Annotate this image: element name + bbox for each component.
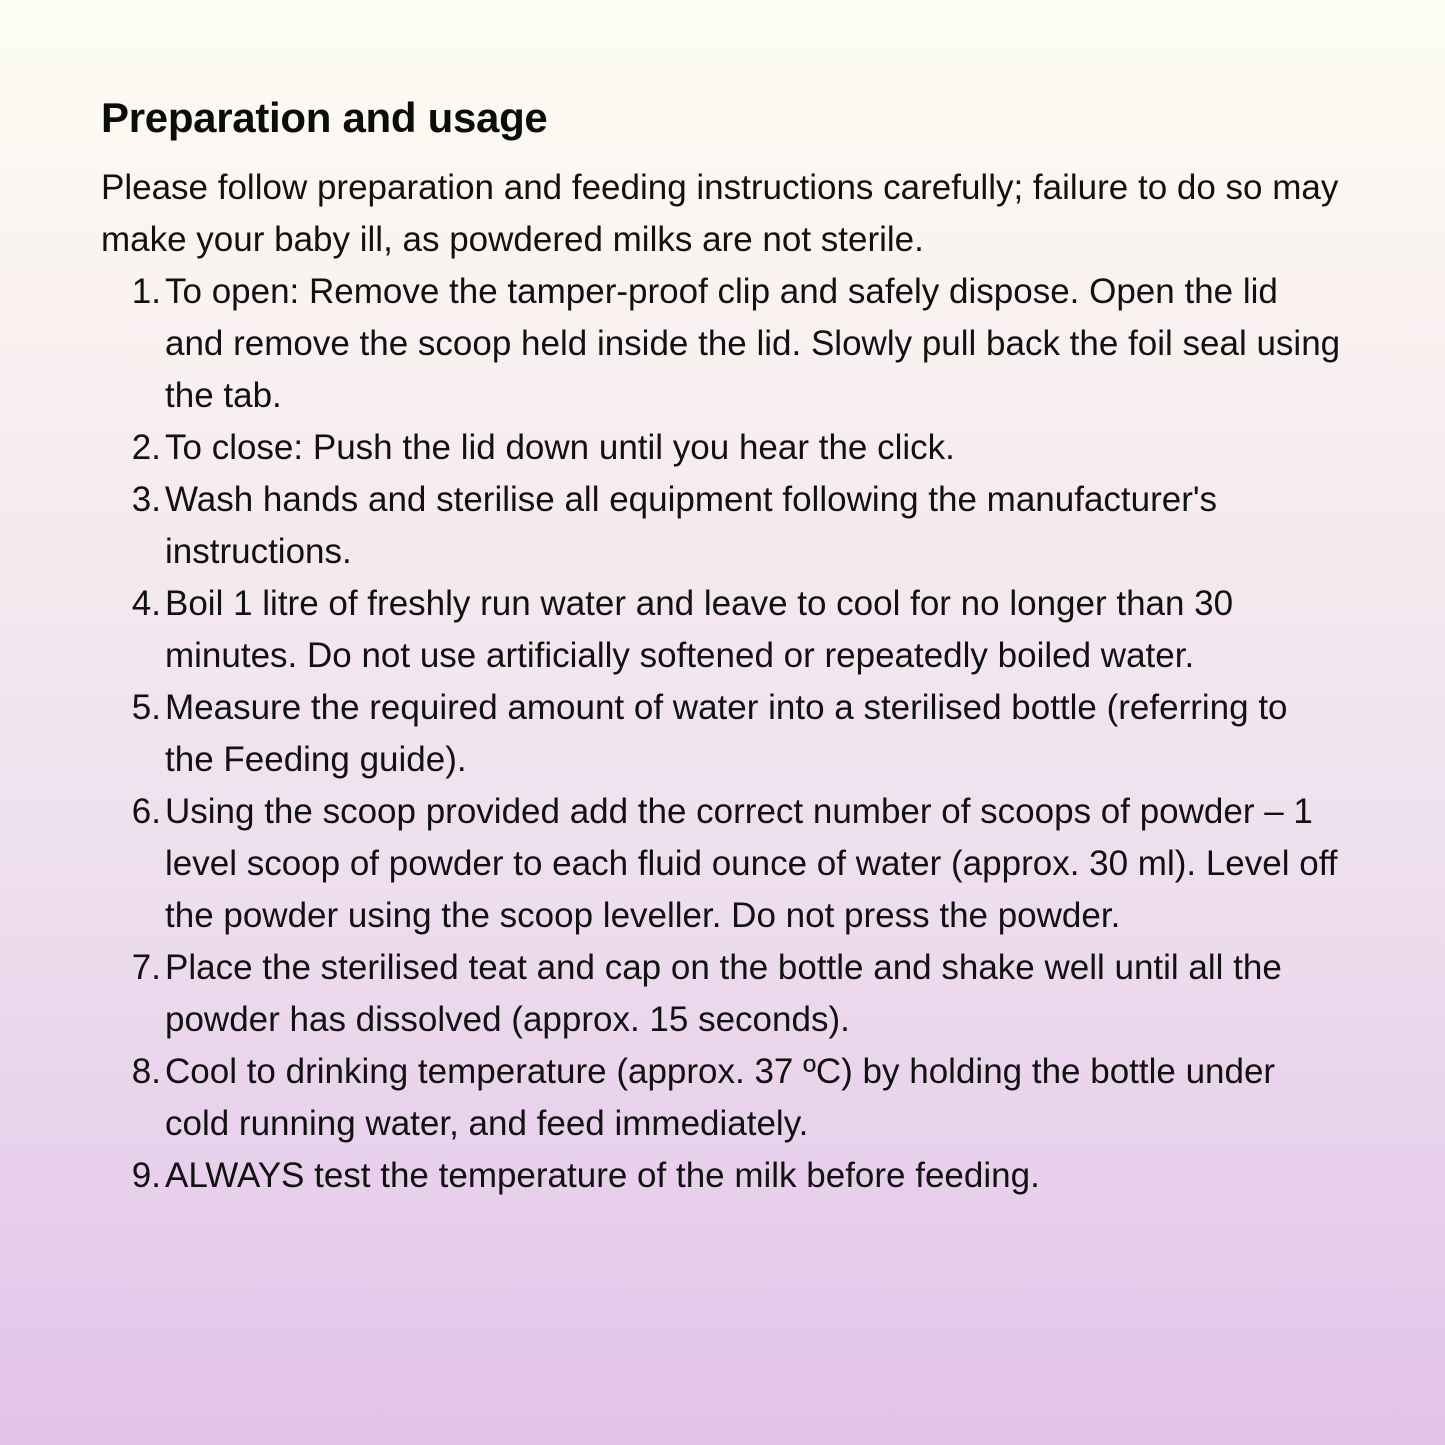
step-text: Using the scoop provided add the correct number of scoops of powder – 1 level scoop of powder to each fluid ounce of water (approx. 30 ml). Level off the powder using the scoop leveller. Do not press the powder. [165, 792, 1338, 935]
step-number: 1. [131, 272, 161, 311]
step-number: 7. [131, 948, 161, 987]
step-text: Place the sterilised teat and cap on the bottle and shake well until all the powder has dissolved (approx. 15 seconds). [165, 948, 1282, 1039]
step-item [101, 266, 1351, 422]
instructions-panel [101, 90, 1351, 1202]
step-item [101, 422, 1351, 474]
step-item [101, 682, 1351, 786]
step-item [101, 1046, 1351, 1150]
steps-list [101, 266, 1351, 1202]
step-text: Wash hands and sterilise all equipment following the manufacturer's instructions. [165, 480, 1218, 571]
step-number: 3. [131, 480, 161, 519]
step-number: 5. [131, 688, 161, 727]
step-number: 4. [131, 584, 161, 623]
step-item [101, 578, 1351, 682]
step-number: 2. [131, 428, 161, 467]
step-number: 9. [131, 1156, 161, 1195]
intro-paragraph: Please follow preparation and feeding instructions carefully; failure to do so may make your baby ill, as powdered milks are not sterile. [101, 168, 1339, 259]
step-number: 8. [131, 1052, 161, 1091]
step-item [101, 942, 1351, 1046]
step-text: ALWAYS test the temperature of the milk before feeding. [165, 1156, 1040, 1195]
step-text: Boil 1 litre of freshly run water and leave to cool for no longer than 30 minutes. Do not use artificially softened or repeatedly boiled water. [165, 584, 1234, 675]
step-number: 6. [131, 792, 161, 831]
step-item [101, 474, 1351, 578]
step-item [101, 1150, 1351, 1202]
step-text: Measure the required amount of water into a sterilised bottle (referring to the Feeding guide). [165, 688, 1288, 779]
step-text: To close: Push the lid down until you hear the click. [165, 428, 955, 467]
page-title: Preparation and usage [101, 94, 548, 141]
step-text: Cool to drinking temperature (approx. 37 ºC) by holding the bottle under cold running water, and feed immediately. [165, 1052, 1276, 1143]
step-text: To open: Remove the tamper-proof clip and safely dispose. Open the lid and remove the scoop held inside the lid. Slowly pull back the foil seal using the tab. [165, 272, 1341, 415]
step-item [101, 786, 1351, 942]
